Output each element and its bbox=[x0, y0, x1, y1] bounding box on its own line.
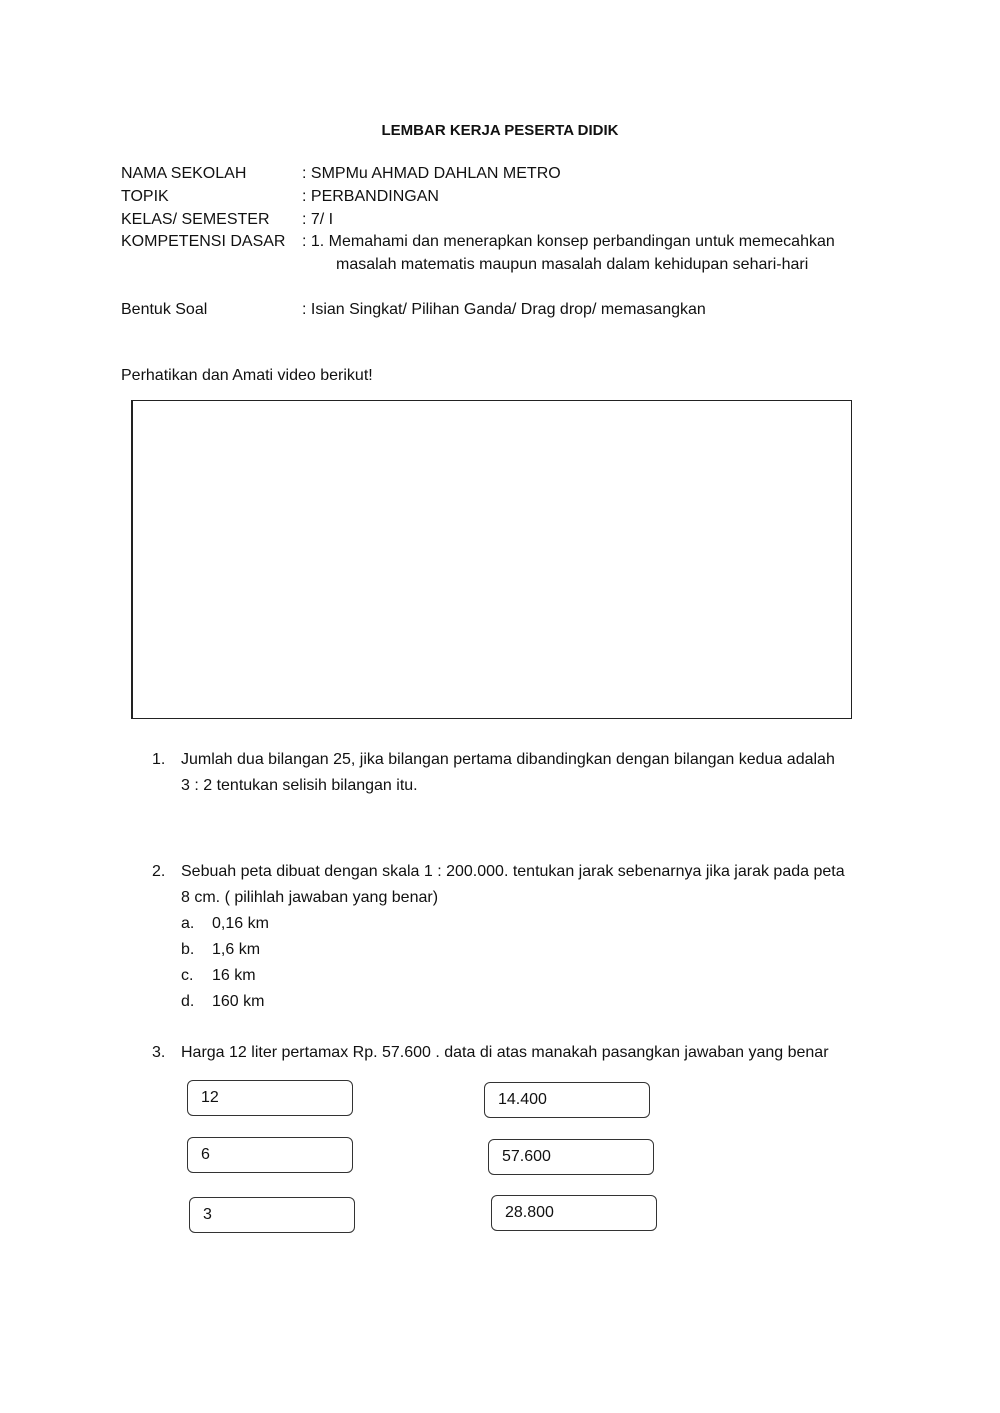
match-left-item[interactable] bbox=[187, 1137, 353, 1173]
q2-option-c-letter: c. bbox=[181, 967, 194, 984]
q1-text-line1: Jumlah dua bilangan 25, jika bilangan pertama dibandingkan dengan bilangan kedua adalah bbox=[181, 751, 835, 768]
form-value: : Isian Singkat/ Pilihan Ganda/ Drag drop/ memasangkan bbox=[302, 301, 706, 318]
school-label: NAMA SEKOLAH bbox=[121, 165, 247, 182]
kd-value-line2: masalah matematis maupun masalah dalam kehidupan sehari-hari bbox=[336, 256, 809, 273]
video-frame[interactable] bbox=[131, 400, 852, 719]
q2-option-b[interactable]: 1,6 km bbox=[212, 941, 261, 958]
q2-number: 2. bbox=[152, 863, 166, 880]
topic-value: : PERBANDINGAN bbox=[302, 188, 439, 205]
q1-number: 1. bbox=[152, 751, 166, 768]
page-title: LEMBAR KERJA PESERTA DIDIK bbox=[381, 122, 619, 139]
q2-text-line2: 8 cm. ( pilihlah jawaban yang benar) bbox=[181, 889, 439, 906]
q2-text-line1: Sebuah peta dibuat dengan skala 1 : 200.000. tentukan jarak sebenarnya jika jarak pada peta bbox=[181, 863, 845, 880]
match-left-label: 12 bbox=[201, 1089, 219, 1106]
topic-label: TOPIK bbox=[121, 188, 169, 205]
match-right-label: 28.800 bbox=[505, 1204, 554, 1221]
match-left-item[interactable] bbox=[189, 1197, 355, 1233]
instruction-text: Perhatikan dan Amati video berikut! bbox=[121, 367, 373, 384]
class-value: : 7/ I bbox=[302, 211, 334, 228]
q2-option-a[interactable]: 0,16 km bbox=[212, 915, 269, 932]
match-right-label: 14.400 bbox=[498, 1091, 547, 1108]
q2-option-d[interactable]: 160 km bbox=[212, 993, 265, 1010]
kd-value-line1: : 1. Memahami dan menerapkan konsep perbandingan untuk memecahkan bbox=[302, 233, 835, 250]
q2-option-a-letter: a. bbox=[181, 915, 195, 932]
form-label: Bentuk Soal bbox=[121, 301, 208, 318]
match-left-label: 6 bbox=[201, 1146, 210, 1163]
match-right-label: 57.600 bbox=[502, 1148, 551, 1165]
match-left-label: 3 bbox=[203, 1206, 212, 1223]
kd-label: KOMPETENSI DASAR bbox=[121, 233, 286, 250]
q1-text-line2: 3 : 2 tentukan selisih bilangan itu. bbox=[181, 777, 418, 794]
class-label: KELAS/ SEMESTER bbox=[121, 211, 270, 228]
q2-option-b-letter: b. bbox=[181, 941, 195, 958]
match-right-item[interactable] bbox=[484, 1082, 650, 1118]
match-left-item[interactable] bbox=[187, 1080, 353, 1116]
match-right-item[interactable] bbox=[491, 1195, 657, 1231]
q2-option-d-letter: d. bbox=[181, 993, 195, 1010]
q3-text-line1: Harga 12 liter pertamax Rp. 57.600 . data di atas manakah pasangkan jawaban yang benar bbox=[181, 1044, 829, 1061]
school-value: : SMPMu AHMAD DAHLAN METRO bbox=[302, 165, 561, 182]
q2-option-c[interactable]: 16 km bbox=[212, 967, 256, 984]
match-right-item[interactable] bbox=[488, 1139, 654, 1175]
q3-number: 3. bbox=[152, 1044, 166, 1061]
